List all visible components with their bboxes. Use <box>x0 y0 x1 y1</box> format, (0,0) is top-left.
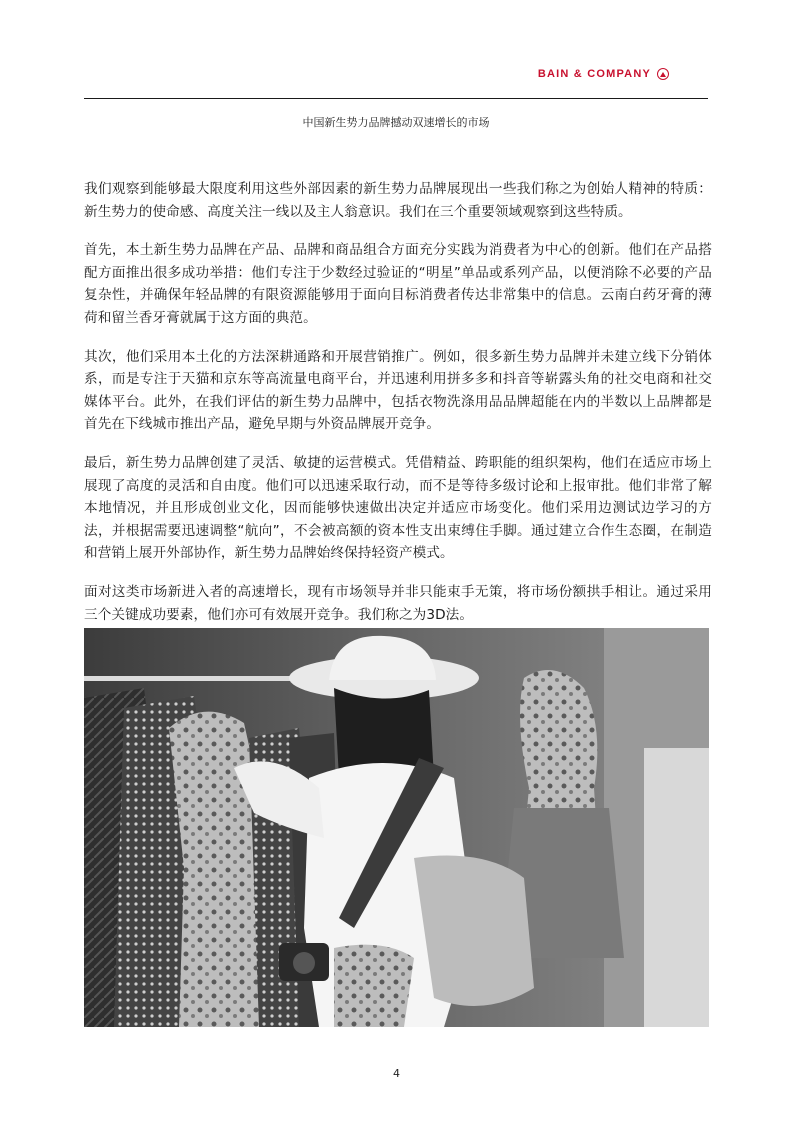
page-number: 4 <box>393 1067 400 1080</box>
mirror <box>644 748 709 1027</box>
paragraph-3: 其次，他们采用本土化的方法深耕通路和开展营销推广。例如，很多新生势力品牌并未建立线下分销体系，而是专注于天猫和京东等高流量电商平台，并迅速利用拼多多和抖音等崭露头角的社交电商和社交媒体平台。此外，在我们评估的新生势力品牌中，包括衣物洗涤用品品牌超能在内的半数以上品牌都是首先在下线城市推出产品，避免早期与外资品牌展开竞争。 <box>84 348 712 433</box>
bain-circle-icon <box>657 68 669 80</box>
floral-skirt <box>334 945 414 1027</box>
backpack <box>414 856 534 1007</box>
body-text <box>84 178 712 642</box>
photo-illustration <box>84 628 709 1027</box>
paragraph-2: 首先，本土新生势力品牌在产品、品牌和商品组合方面充分实践为消费者为中心的创新。他们在产品搭配方面推出很多成功举措：他们专注于少数经过验证的“明星”单品或系列产品，以便消除不必要的产品复杂性，并确保年轻品牌的有限资源能够用于面向目标消费者传达非常集中的信息。云南白药牙膏的薄荷和留兰香牙膏就属于这方面的典范。 <box>84 242 712 326</box>
brand-name: BAIN & COMPANY <box>537 68 651 80</box>
paragraph-5: 面对这类市场新进入者的高速增长，现有市场领导并非只能束手无策，将市场份额拱手相让。通过采用三个关键成功要素，他们亦可有效展开竞争。我们称之为3D法。 <box>84 583 712 623</box>
camera-lens <box>293 952 315 974</box>
shopper-clothing-rack-photo <box>84 628 709 1027</box>
brand-logo <box>538 68 669 80</box>
header-divider <box>84 98 708 99</box>
paragraph-1: 我们观察到能够最大限度利用这些外部因素的新生势力品牌展现出一些我们称之为创始人精神的特质：新生势力的使命感、高度关注一线以及主人翁意识。我们在三个重要领域观察到这些特质。 <box>84 181 712 220</box>
document-subtitle: 中国新生势力品牌撼动双速增长的市场 <box>302 116 490 129</box>
paragraph-4: 最后，新生势力品牌创建了灵活、敏捷的运营模式。凭借精益、跨职能的组织架构，他们在适应市场上展现了高度的灵活和自由度。他们可以迅速采取行动，而不是等待多级讨论和上报审批。他们非常了解本地情况，并且形成创业文化，因而能够快速做出决定并适应市场变化。他们采用边测试边学习的方法，并根据需要迅速调整“航向”，不会被高额的资本性支出束缚住手脚。通过建立合作生态圈，在制造和营销上展开外部协作，新生势力品牌始终保持轻资产模式。 <box>84 454 712 562</box>
